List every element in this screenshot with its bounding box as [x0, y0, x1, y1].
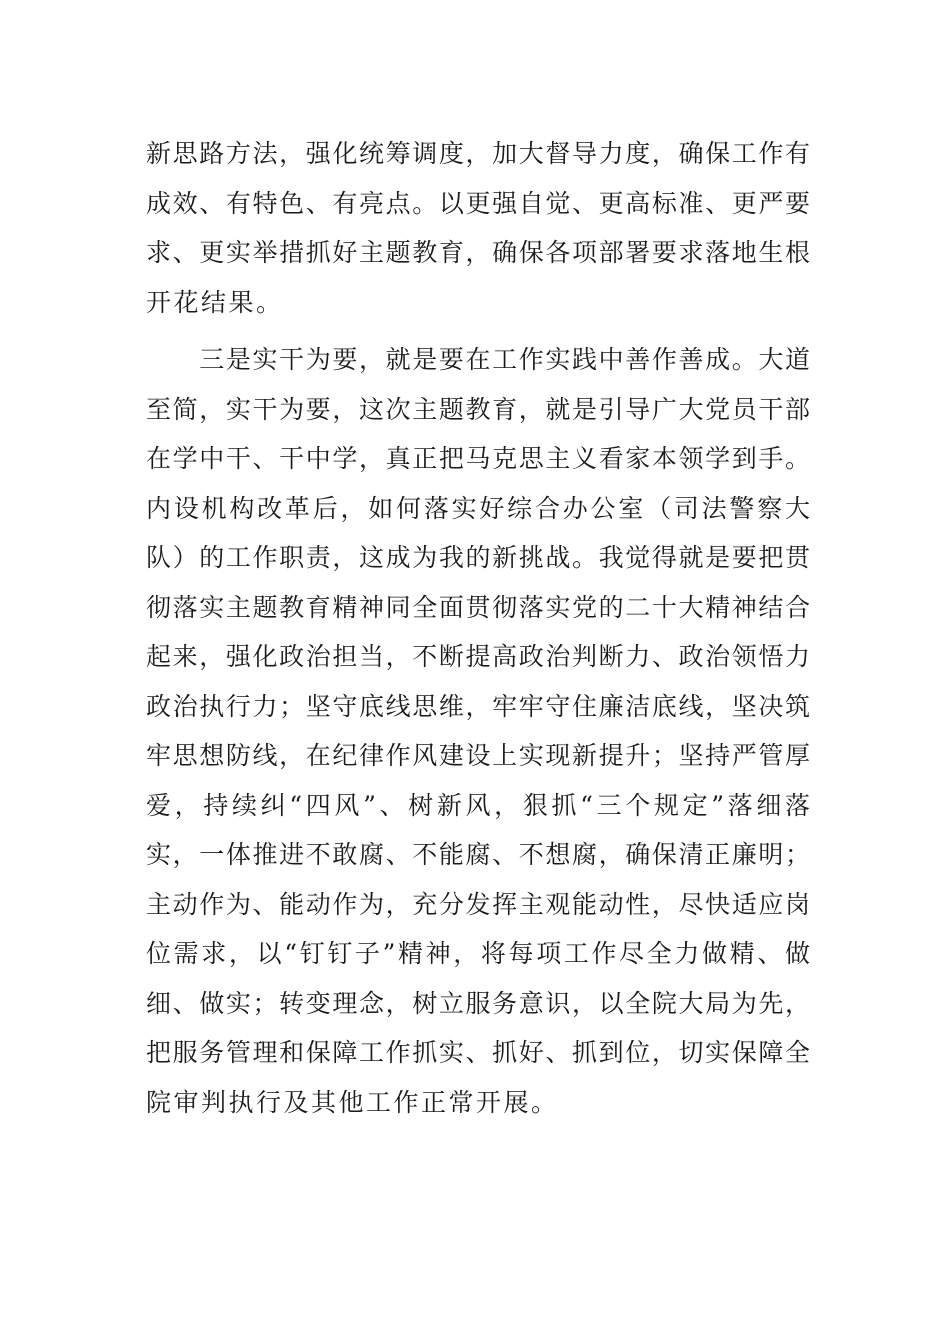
text-line: 院审判执行及其他工作正常开展。 [146, 1087, 559, 1117]
text-line: 位需求，以“钉钉子”精神，将每项工作尽全力做精、做 [146, 939, 810, 968]
text-line: 内设机构改革后，如何落实好综合办公室（司法警察大 [146, 493, 810, 523]
paragraph-spacer [146, 327, 810, 335]
text-line: 把服务管理和保障工作抓实、抓好、抓到位，切实保障全 [146, 1038, 810, 1067]
text-line: 开花结果。 [146, 287, 284, 317]
text-line: 牢思想防线，在纪律作风建设上实现新提升；坚持严管厚 [146, 741, 810, 770]
text-line: 细、做实；转变理念，树立服务意识，以全院大局为先， [146, 988, 810, 1018]
text-line: 成效、有特色、有亮点。以更强自觉、更高标准、更严要 [146, 188, 810, 218]
text-line: 爱，持续纠“四风”、树新风，狠抓“三个规定”落细落 [146, 790, 810, 820]
text-line: 政治执行力；坚守底线思维，牢牢守住廉洁底线，坚决筑 [146, 691, 810, 721]
body-text [146, 129, 810, 1127]
text-line: 队）的工作职责，这成为我的新挑战。我觉得就是要把贯 [146, 543, 810, 572]
text-line: 求、更实举措抓好主题教育，确保各项部署要求落地生根 [146, 238, 810, 267]
text-line: 三是实干为要，就是要在工作实践中善作善成。大道 [146, 345, 810, 374]
text-line: 起来，强化政治担当，不断提高政治判断力、政治领悟力 [146, 642, 810, 671]
text-line: 至简，实干为要，这次主题教育，就是引导广大党员干部 [146, 394, 810, 424]
paragraph-2 [146, 335, 810, 1127]
text-line: 主动作为、能动作为，充分发挥主观能动性，尽快适应岗 [146, 889, 810, 919]
text-line: 在学中干、干中学，真正把马克思主义看家本领学到手。 [146, 444, 810, 473]
text-line: 实，一体推进不敢腐、不能腐、不想腐，确保清正廉明； [146, 840, 810, 869]
text-line: 彻落实主题教育精神同全面贯彻落实党的二十大精神结合 [146, 592, 810, 622]
text-line: 新思路方法，强化统筹调度，加大督导力度，确保工作有 [146, 139, 810, 168]
paragraph-1 [146, 129, 810, 327]
